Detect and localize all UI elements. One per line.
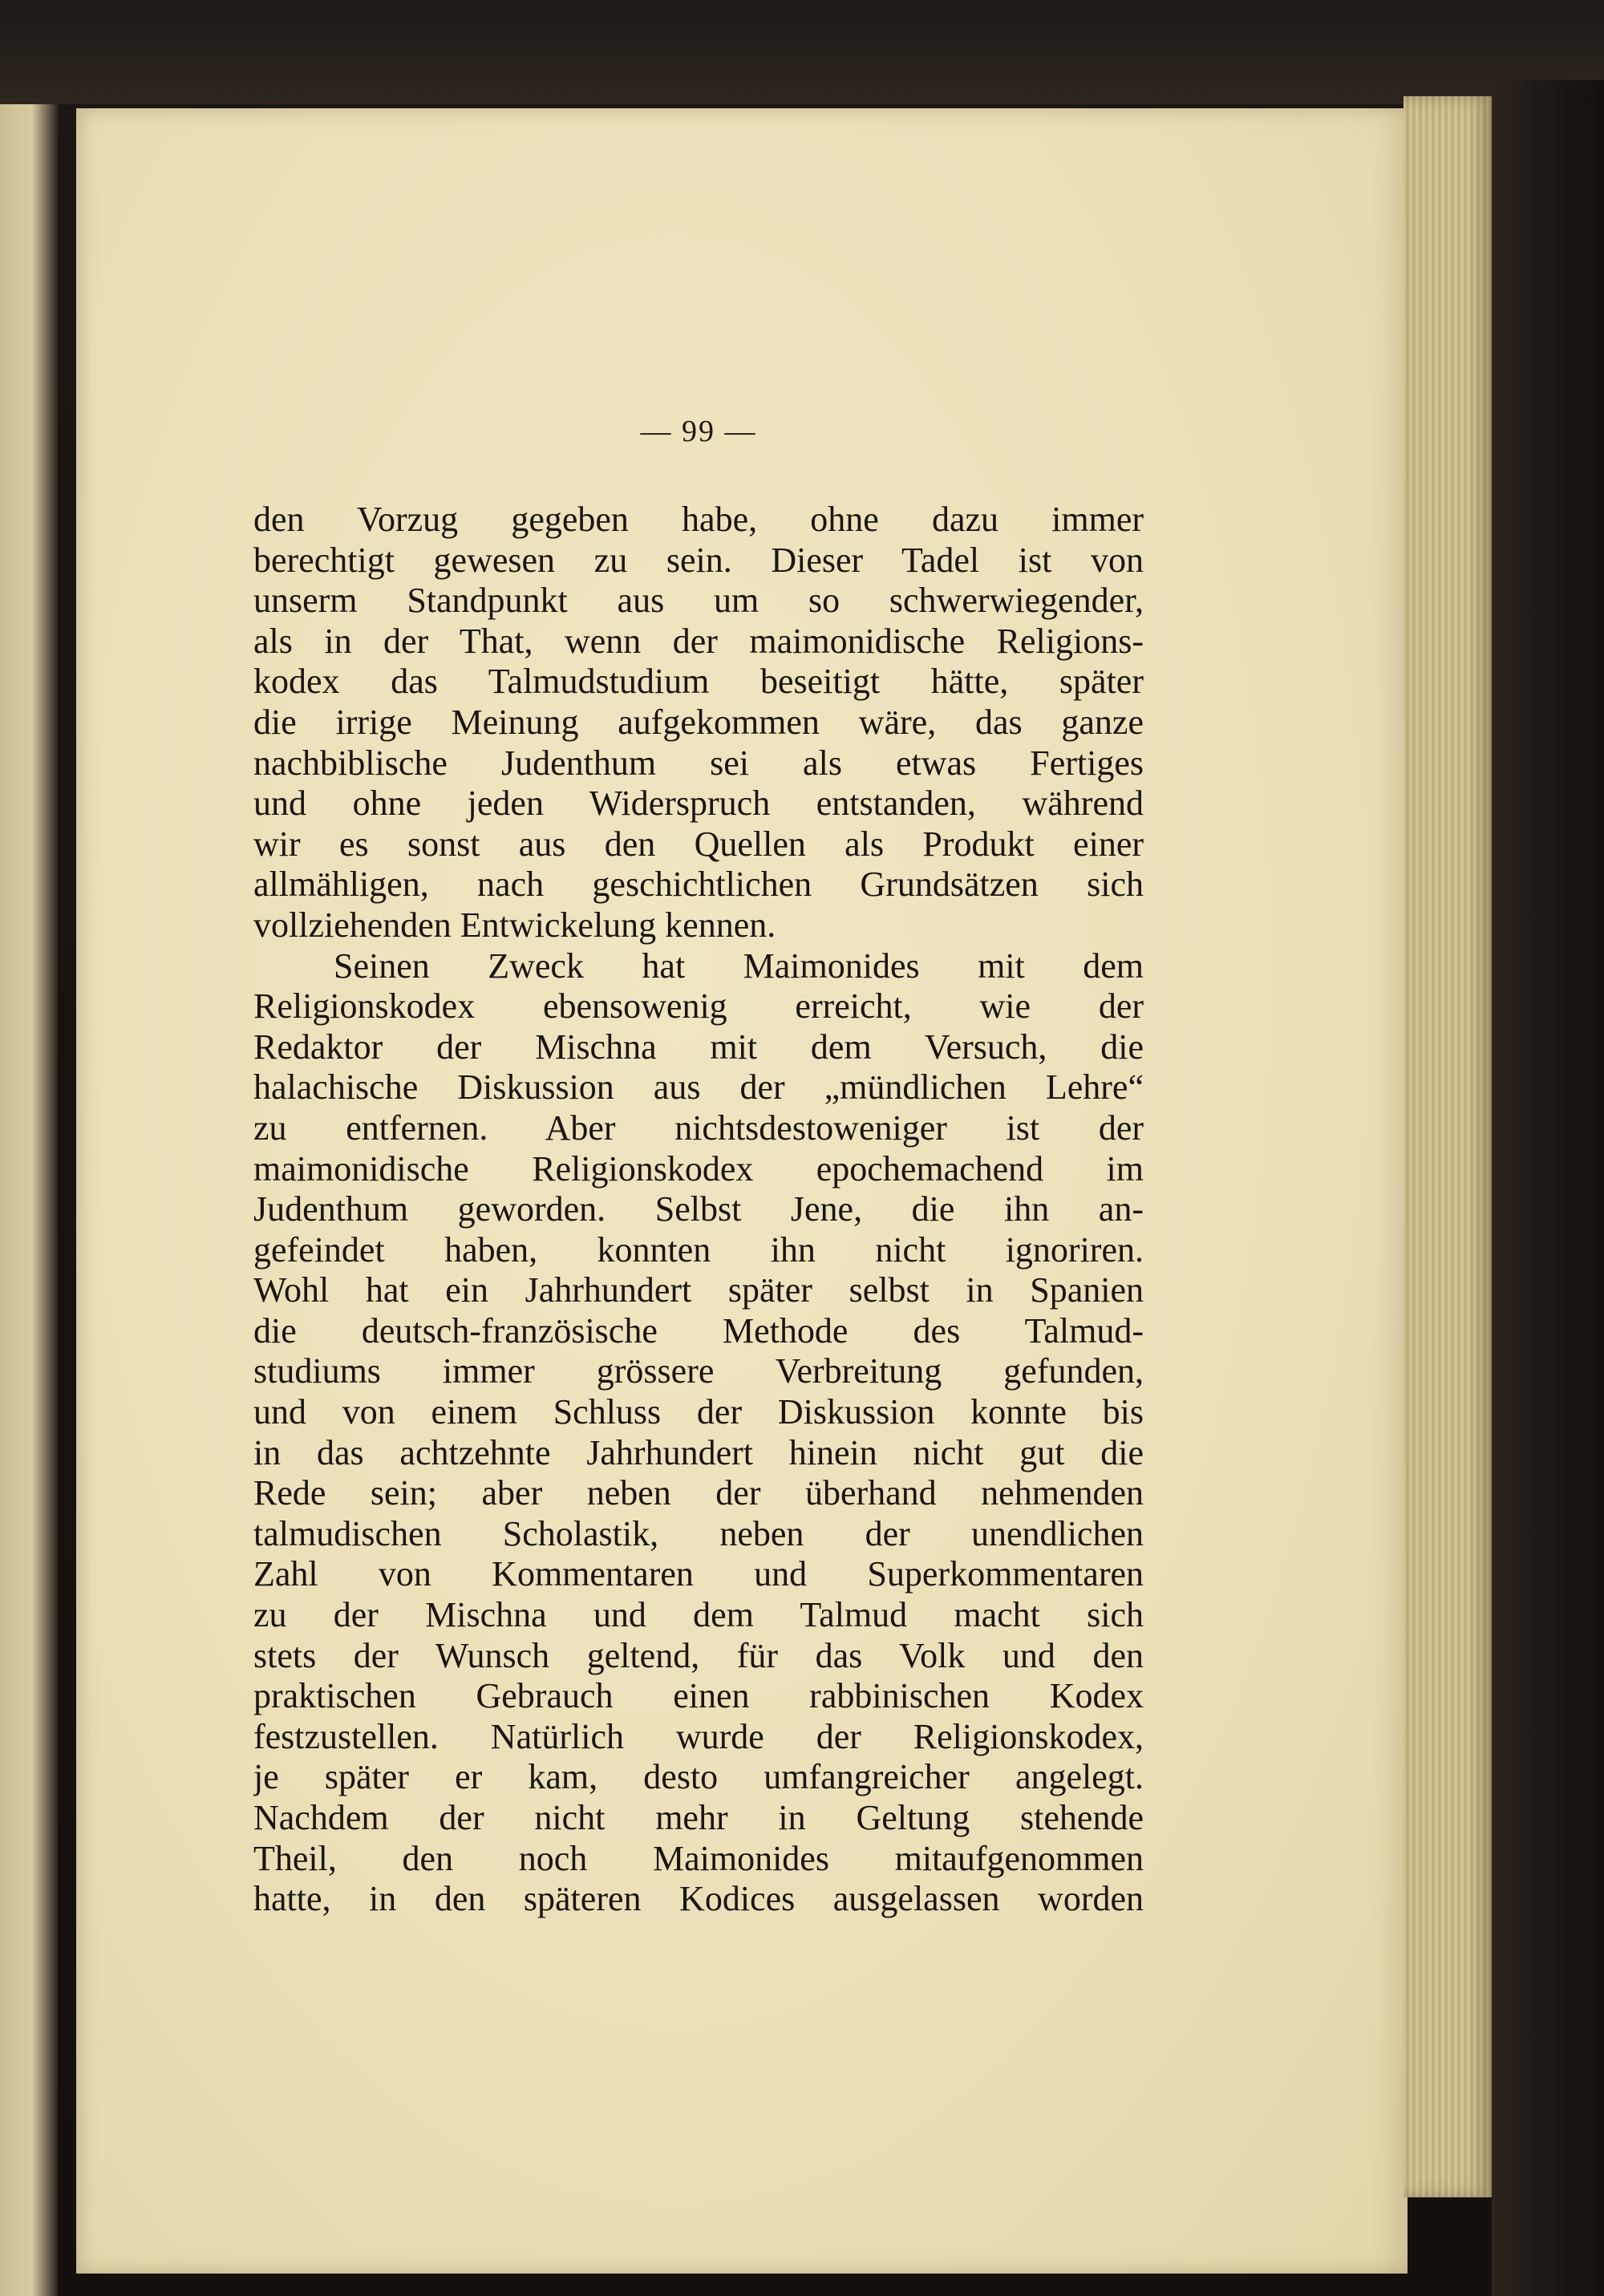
text-line: hatte, in den späteren Kodices ausgelassen worden — [253, 1879, 1144, 1919]
text-line: zu der Mischna und dem Talmud macht sich — [253, 1595, 1144, 1635]
body-text — [253, 500, 1144, 1920]
text-line: die deutsch-französische Methode des Talmud- — [253, 1310, 1144, 1350]
book-cover-edge — [1492, 80, 1604, 2296]
text-line: Redaktor der Mischna mit dem Versuch, die — [253, 1027, 1144, 1067]
text-line: Rede sein; aber neben der überhand nehmenden — [253, 1473, 1144, 1513]
text-line: zu entfernen. Aber nichtsdestoweniger ist der — [253, 1108, 1144, 1148]
page-number-header: — 99 — — [640, 415, 757, 448]
top-binding — [0, 0, 1604, 104]
text-line: berechtigt gewesen zu sein. Dieser Tadel ist von — [253, 540, 1144, 580]
text-line: in das achtzehnte Jahrhundert hinein nicht gut die — [253, 1432, 1144, 1472]
text-line: Theil, den noch Maimonides mitaufgenommen — [253, 1838, 1144, 1878]
text-line: als in der That, wenn der maimonidische Religions- — [253, 621, 1144, 661]
text-line: talmudischen Scholastik, neben der unendlichen — [253, 1513, 1144, 1553]
text-line: und ohne jeden Widerspruch entstanden, während — [253, 784, 1144, 824]
text-line: vollziehenden Entwickelung kennen. — [253, 905, 776, 945]
text-line: praktischen Gebrauch einen rabbinischen Kodex — [253, 1676, 1144, 1716]
text-line: den Vorzug gegeben habe, ohne dazu immer — [253, 500, 1144, 539]
text-line: festzustellen. Natürlich wurde der Religionskodex, — [253, 1716, 1144, 1756]
paragraph-start-line: Seinen Zweck hat Maimonides mit dem — [334, 946, 1144, 986]
text-line: halachische Diskussion aus der „mündlichen Lehre“ — [253, 1067, 1144, 1108]
text-line: Wohl hat ein Jahrhundert später selbst in Spanien — [253, 1270, 1144, 1310]
text-line: stets der Wunsch geltend, für das Volk und den — [253, 1635, 1144, 1675]
text-line: allmähligen, nach geschichtlichen Grundsätzen sich — [253, 865, 1144, 905]
text-line: Zahl von Kommentaren und Superkommentaren — [253, 1554, 1144, 1594]
text-line: nachbiblische Judenthum sei als etwas Fertiges — [253, 743, 1144, 783]
page-edges — [1404, 96, 1492, 2197]
left-page-edge — [0, 104, 58, 2296]
text-line: Religionskodex ebensowenig erreicht, wie der — [253, 986, 1144, 1027]
text-line: studiums immer grössere Verbreitung gefunden, — [253, 1351, 1144, 1391]
text-line: und von einem Schluss der Diskussion konnte bis — [253, 1392, 1144, 1432]
text-line: die irrige Meinung aufgekommen wäre, das ganze — [253, 702, 1144, 742]
text-line: je später er kam, desto umfangreicher angelegt. — [253, 1757, 1144, 1797]
text-line: kodex das Talmudstudium beseitigt hätte, später — [253, 662, 1144, 702]
text-line: wir es sonst aus den Quellen als Produkt einer — [253, 824, 1144, 864]
text-line: unserm Standpunkt aus um so schwerwiegender, — [253, 581, 1144, 621]
text-line: Nachdem der nicht mehr in Geltung stehende — [253, 1798, 1144, 1837]
text-line: maimonidische Religionskodex epochemachend im — [253, 1148, 1144, 1188]
text-line: gefeindet haben, konnten ihn nicht ignoriren. — [253, 1229, 1144, 1269]
text-line: Judenthum geworden. Selbst Jene, die ihn an- — [253, 1189, 1144, 1229]
